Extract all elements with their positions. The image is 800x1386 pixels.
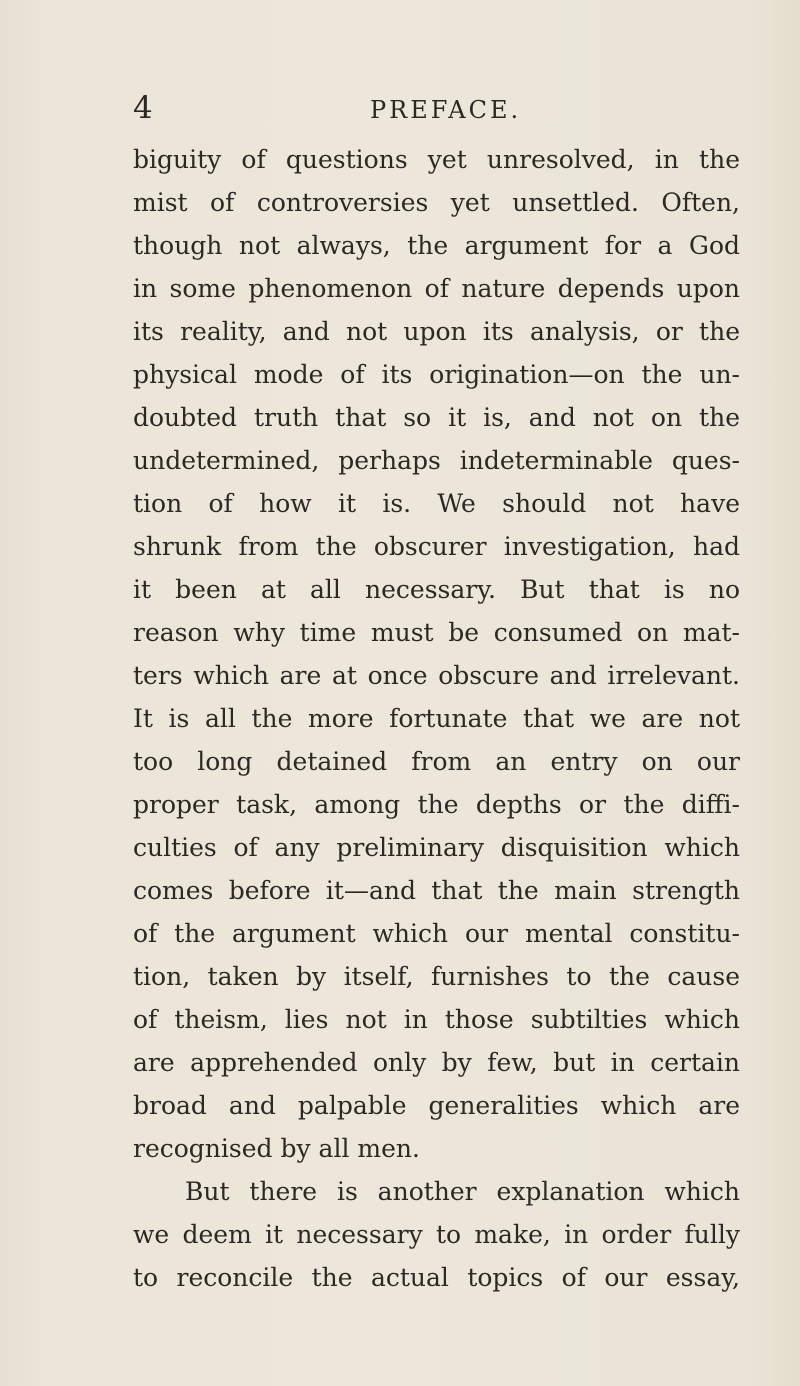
text-line: tion of how it is. We should not have (133, 489, 740, 518)
text-line: reason why time must be consumed on mat- (133, 618, 740, 647)
text-line: doubted truth that so it is, and not on the (133, 403, 740, 432)
text-line: of the argument which our mental constitu- (133, 919, 740, 948)
text-line: too long detained from an entry on our (133, 747, 740, 776)
text-line: in some phenomenon of nature depends upon (133, 274, 740, 303)
text-line: mist of controversies yet unsettled. Often, (133, 188, 740, 217)
text-line: culties of any preliminary disquisition which (133, 833, 740, 862)
text-line: it been at all necessary. But that is no (133, 575, 740, 604)
text-line: undetermined, perhaps indeterminable ques- (133, 446, 740, 475)
paragraph-start-line: But there is another explanation which (185, 1177, 740, 1206)
text-line: broad and palpable generalities which are (133, 1091, 740, 1120)
text-line: comes before it—and that the main strength (133, 876, 740, 905)
text-line: to reconcile the actual topics of our essay, (133, 1263, 740, 1292)
text-line: tion, taken by itself, furnishes to the cause (133, 962, 740, 991)
page-number: 4 (133, 90, 153, 126)
text-line: ters which are at once obscure and irrelevant. (133, 661, 740, 690)
page-header (0, 88, 800, 128)
text-line: biguity of questions yet unresolved, in the (133, 145, 740, 174)
running-head: PREFACE. (370, 96, 522, 124)
text-line: its reality, and not upon its analysis, or the (133, 317, 740, 346)
text-line: we deem it necessary to make, in order fully (133, 1220, 740, 1249)
text-line: shrunk from the obscurer investigation, had (133, 532, 740, 561)
text-line: though not always, the argument for a God (133, 231, 740, 260)
text-line: of theism, lies not in those subtilties which (133, 1005, 740, 1034)
paragraph-end-line: recognised by all men. (133, 1134, 420, 1163)
text-line: physical mode of its origination—on the un- (133, 360, 740, 389)
body-text (133, 138, 740, 1299)
text-line: It is all the more fortunate that we are not (133, 704, 740, 733)
text-line: are apprehended only by few, but in certain (133, 1048, 740, 1077)
text-line: proper task, among the depths or the diffi- (133, 790, 740, 819)
